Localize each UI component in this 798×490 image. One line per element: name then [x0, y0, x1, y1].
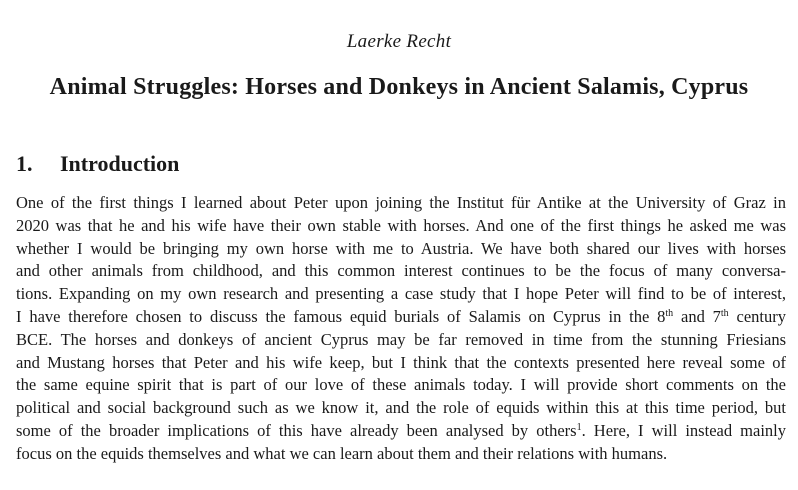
footnote-marker[interactable]: 1	[576, 421, 582, 433]
line-text: . Here, I will instead mainly	[581, 420, 786, 440]
paragraph-line: the same equine spirit that is part of our love of these animals today. I will provide short comments on the	[16, 375, 786, 395]
paragraph-line: focus on the equids themselves and what we can learn about them and their relations with humans.	[16, 443, 668, 463]
line-text: some of the broader implications of this have already been analysed by others	[16, 420, 577, 440]
paragraph-line: BCE. The horses and donkeys of ancient Cyprus may be far removed in time from the stunning Friesians	[16, 329, 786, 349]
ordinal-suffix: th	[665, 307, 674, 319]
paragraph-line: and Mustang horses that Peter and his wife keep, but I think that the contexts presented here reveal some of	[16, 352, 786, 372]
paragraph-line: 2020 was that he and his wife have their own stable with horses. And one of the first things he asked me was	[16, 215, 786, 235]
author-name: Laerke Recht	[346, 31, 452, 52]
ordinal-suffix: th	[720, 307, 729, 319]
line-text: I have therefore chosen to discuss the famous equid burials of Salamis on Cyprus in the 8	[16, 306, 666, 326]
section-heading	[16, 150, 179, 178]
line-text: and 7	[673, 306, 721, 326]
paper-title: Animal Struggles: Horses and Donkeys in Ancient Salamis, Cyprus	[49, 74, 749, 100]
paragraph-line: One of the first things I learned about Peter upon joining the Institut für Antike at the University of Graz in	[16, 193, 786, 212]
line-text: century	[728, 306, 786, 326]
section-number: 1.	[16, 151, 33, 176]
paragraph-line	[16, 306, 786, 329]
paragraph-line: political and social background such as we know it, and the role of equids within this at this time period, but	[16, 398, 786, 418]
section-title: Introduction	[60, 151, 180, 176]
body-paragraph	[16, 192, 786, 466]
paragraph-line: and other animals from childhood, and this common interest continues to be the focus of many conversa-	[16, 261, 786, 281]
paragraph-line	[16, 420, 786, 443]
paragraph-line: whether I would be bringing my own horse with me to Austria. We have both shared our lives with horses	[16, 238, 786, 258]
paragraph-line: tions. Expanding on my own research and presenting a case study that I hope Peter will find to be of interest,	[16, 284, 786, 304]
